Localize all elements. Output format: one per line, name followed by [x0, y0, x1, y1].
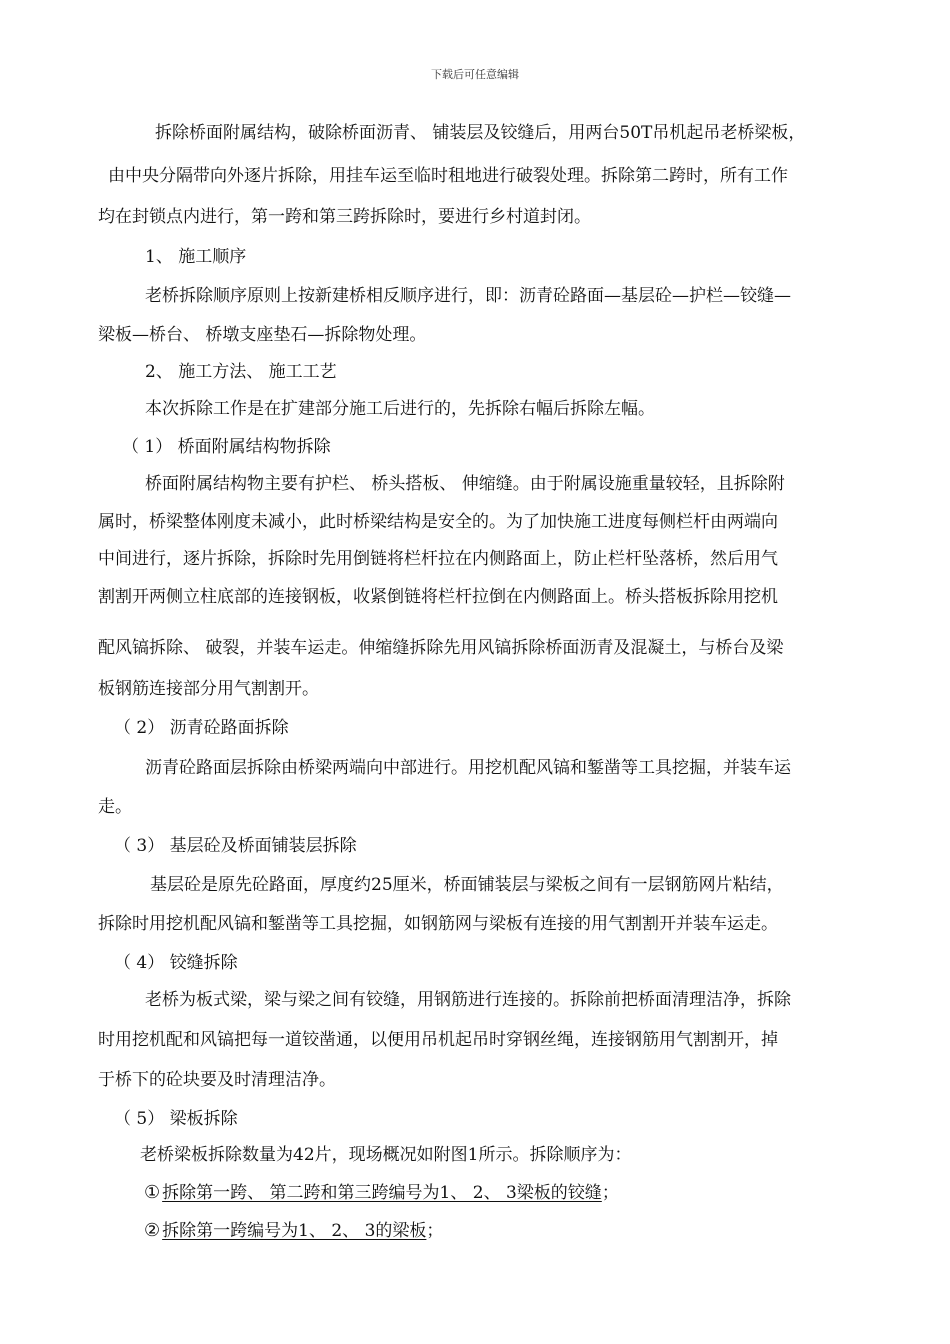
subsection-heading: （ 4） 铰缝拆除 — [114, 953, 238, 973]
step-punctuation: ； — [426, 1221, 444, 1241]
step-punctuation: ； — [601, 1183, 619, 1203]
step-marker: ② — [144, 1220, 161, 1241]
subsection-heading: （ 5） 梁板拆除 — [114, 1109, 238, 1129]
step-item — [144, 1181, 619, 1205]
paragraph-line: 割割开两侧立柱底部的连接钢板，收紧倒链将栏杆拉倒在内侧路面上。桥头搭板拆除用挖机 — [98, 587, 778, 607]
paragraph-line: 老桥梁板拆除数量为42片，现场概况如附图1所示。拆除顺序为： — [140, 1145, 632, 1165]
subsection-heading: （ 1） 桥面附属结构物拆除 — [122, 437, 331, 457]
paragraph-line: 于桥下的砼块要及时清理洁净。 — [98, 1070, 336, 1090]
paragraph-line: 沥青砼路面层拆除由桥梁两端向中部进行。用挖机配风镐和錾凿等工具挖掘，并装车运 — [145, 758, 791, 778]
page-header: 下载后可任意编辑 — [431, 68, 519, 81]
step-text: 拆除第一跨、 第二跨和第三跨编号为1、 2、 3梁板的铰缝 — [162, 1183, 602, 1203]
paragraph-line: 拆除时用挖机配风镐和錾凿等工具挖掘，如钢筋网与梁板有连接的用气割割开并装车运走。 — [98, 914, 778, 934]
paragraph-line: 本次拆除工作是在扩建部分施工后进行的，先拆除右幅后拆除左幅。 — [145, 399, 655, 419]
subsection-heading: （ 2） 沥青砼路面拆除 — [114, 718, 289, 738]
step-text: 拆除第一跨编号为1、 2、 3的梁板 — [162, 1221, 427, 1241]
subsection-heading: （ 3） 基层砼及桥面铺装层拆除 — [114, 836, 357, 856]
paragraph-line: 老桥为板式梁，梁与梁之间有铰缝，用钢筋进行连接的。拆除前把桥面清理洁净，拆除 — [145, 990, 791, 1010]
paragraph-line: 拆除桥面附属结构，破除桥面沥青、 铺装层及铰缝后，用两台50T吊机起吊老桥梁板， — [155, 123, 806, 143]
paragraph-line: 时用挖机配和风镐把每一道铰凿通，以便用吊机起吊时穿钢丝绳，连接钢筋用气割割开，掉 — [98, 1030, 778, 1050]
paragraph-line: 板钢筋连接部分用气割割开。 — [98, 679, 319, 699]
paragraph-line: 中间进行，逐片拆除，拆除时先用倒链将栏杆拉在内侧路面上，防止栏杆坠落桥，然后用气 — [98, 549, 778, 569]
paragraph-line: 配风镐拆除、 破裂，并装车运走。伸缩缝拆除先用风镐拆除桥面沥青及混凝土，与桥台及梁 — [98, 638, 784, 658]
step-marker: ① — [144, 1182, 161, 1203]
step-item — [144, 1219, 443, 1243]
paragraph-line: 属时，桥梁整体刚度未减小，此时桥梁结构是安全的。为了加快施工进度每侧栏杆由两端向 — [98, 512, 778, 532]
paragraph-line: 老桥拆除顺序原则上按新建桥相反顺序进行，即：沥青砼路面—基层砼—护栏—铰缝— — [145, 286, 791, 306]
paragraph-line: 走。 — [98, 797, 132, 817]
section-heading: 1、 施工顺序 — [145, 247, 247, 267]
paragraph-line: 基层砼是原先砼路面，厚度约25厘米，桥面铺装层与梁板之间有一层钢筋网片粘结， — [150, 875, 784, 895]
section-heading: 2、 施工方法、 施工工艺 — [145, 362, 337, 382]
paragraph-line: 桥面附属结构物主要有护栏、 桥头搭板、 伸缩缝。由于附属设施重量较轻，且拆除附 — [145, 474, 785, 494]
paragraph-line: 均在封锁点内进行，第一跨和第三跨拆除时，要进行乡村道封闭。 — [98, 207, 591, 227]
paragraph-line: 梁板—桥台、 桥墩支座垫石—拆除物处理。 — [98, 325, 427, 345]
paragraph-line: 由中央分隔带向外逐片拆除，用挂车运至临时租地进行破裂处理。拆除第二跨时，所有工作 — [108, 166, 788, 186]
